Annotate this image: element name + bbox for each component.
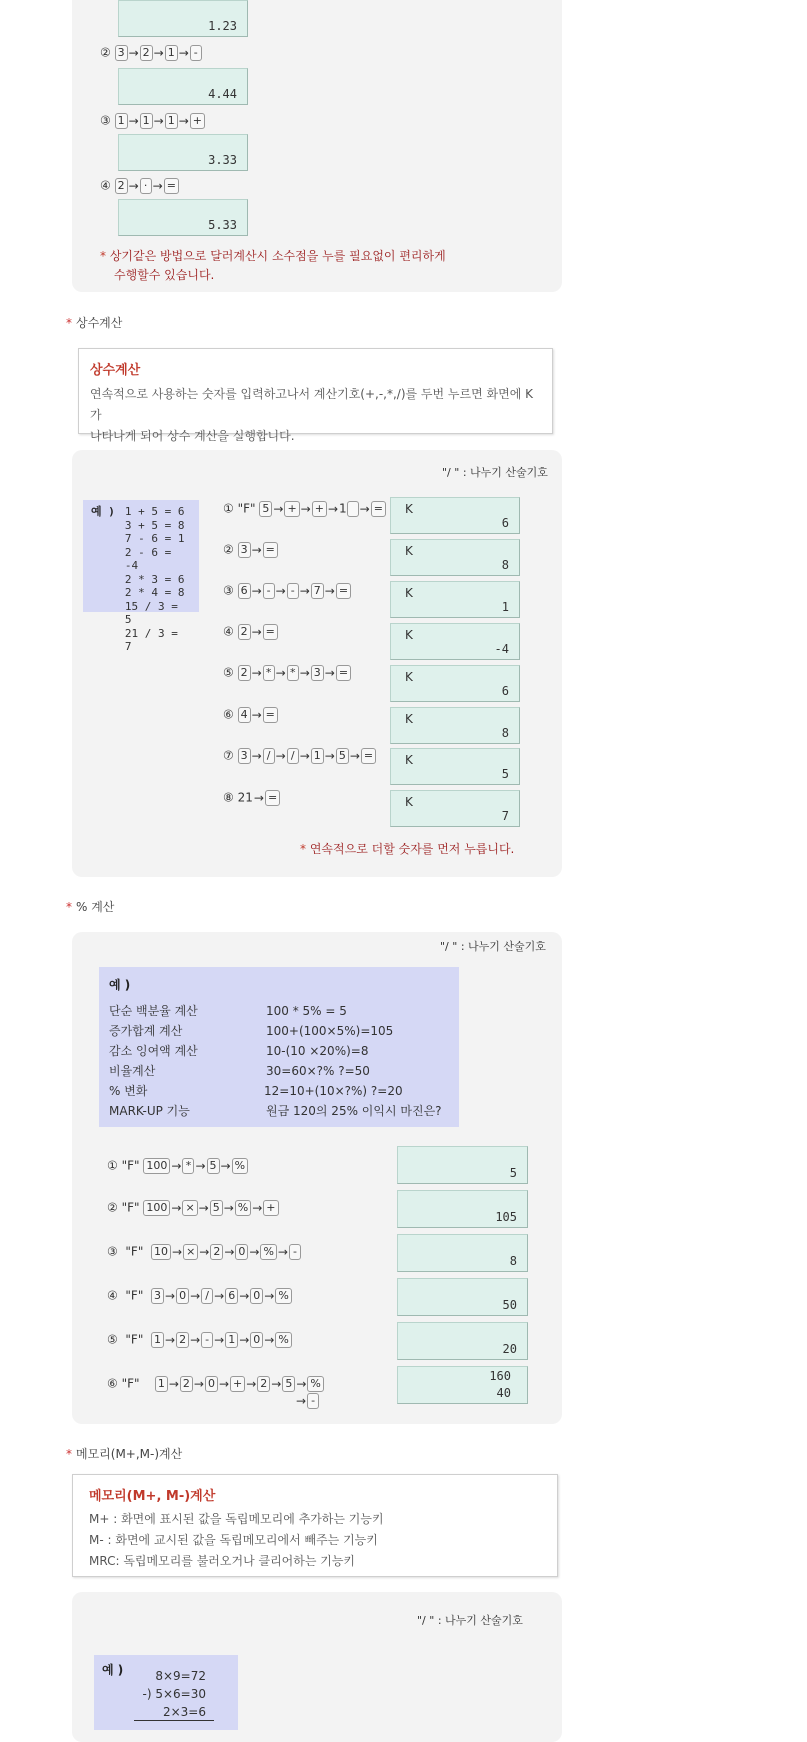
example-line: 2×3=6 <box>162 1705 206 1719</box>
calc-key: 1 <box>311 748 324 764</box>
display-value: 8 <box>501 558 509 572</box>
calc-key: 3 <box>238 748 251 764</box>
k-indicator: K <box>405 586 413 600</box>
step-number: ② <box>100 45 111 60</box>
arrow-icon: → <box>251 665 262 680</box>
calculator-display <box>118 68 248 105</box>
calc-key: × <box>182 1200 197 1216</box>
display-value: 4.44 <box>208 87 237 101</box>
arrow-icon: → <box>195 1158 206 1173</box>
example-list <box>109 1001 449 1121</box>
example-line: 7 - 6 = 1 <box>124 532 185 545</box>
calculator-display <box>397 1322 528 1360</box>
arrow-icon: → <box>153 113 164 128</box>
percent-row-4 <box>107 1288 292 1304</box>
step-number: ③ <box>107 1244 118 1259</box>
arrow-icon: → <box>271 1376 282 1391</box>
calc-key: % <box>232 1158 248 1174</box>
arrow-icon: → <box>252 1200 263 1215</box>
percent-row-6-continuation <box>295 1393 319 1409</box>
step-row <box>100 178 179 194</box>
note-line: 상기같은 방법으로 달러계산시 소수점을 누를 필요없이 편리하게 <box>109 249 446 263</box>
calc-key: / <box>287 748 299 764</box>
calc-key: + <box>230 1376 245 1392</box>
calculator-display <box>118 134 248 171</box>
arrow-icon: → <box>324 583 335 598</box>
example-name: 단순 백분율 계산 <box>109 1004 198 1018</box>
calc-key: - <box>201 1332 213 1348</box>
example-line: 15 / 3 = 5 <box>124 599 178 626</box>
example-line: 1 + 5 = 6 <box>124 505 185 518</box>
arrow-icon: → <box>251 707 262 722</box>
arrow-icon: → <box>172 1244 183 1259</box>
example-line <box>109 1001 449 1021</box>
step-number: ③ <box>223 583 234 598</box>
percent-examples-box <box>99 967 459 1127</box>
display-value: 160 <box>489 1369 511 1383</box>
arrow-icon: → <box>251 583 262 598</box>
info-line: 연속적으로 사용하는 숫자를 입력하고나서 계산기호(+,-,*,/)를 두번 누르면 화면에 K가 <box>90 387 533 422</box>
calc-key: % <box>307 1376 323 1392</box>
constant-examples-box <box>83 500 199 653</box>
arrow-icon: → <box>264 1288 275 1303</box>
calc-key: 2 <box>140 45 153 61</box>
k-indicator: K <box>405 502 413 516</box>
percent-row-1 <box>107 1158 248 1174</box>
calc-key: 1 <box>339 501 347 516</box>
calc-key: 5 <box>210 1200 223 1216</box>
calc-key: 2 <box>115 178 128 194</box>
prefix-label: "F" <box>237 501 256 516</box>
division-hint: "/ " : 나누기 산술기호 <box>442 466 548 479</box>
calculator-display <box>397 1146 528 1184</box>
constant-row-3 <box>223 583 351 599</box>
example-formula: 원금 120의 25% 이익시 마진은? <box>266 1104 442 1118</box>
bullet-icon: * <box>66 1447 72 1461</box>
example-line: 2 - 6 = -4 <box>124 545 172 572</box>
example-formula: 30=60×?% ?=50 <box>266 1064 370 1078</box>
display-value: 7 <box>501 809 509 823</box>
calc-key: 1 <box>165 113 178 129</box>
arrow-icon: → <box>168 1376 179 1391</box>
example-formula: 100+(100×5%)=105 <box>266 1024 394 1038</box>
arrow-icon: → <box>275 665 286 680</box>
arrow-icon: → <box>324 665 335 680</box>
arrow-icon: → <box>239 1332 250 1347</box>
arrow-icon: → <box>214 1332 225 1347</box>
arrow-icon: → <box>128 178 139 193</box>
arrow-icon: → <box>198 1200 209 1215</box>
arrow-icon: → <box>299 665 310 680</box>
step-row <box>100 45 202 61</box>
calc-key: = <box>263 707 278 723</box>
step-number: ③ <box>100 113 111 128</box>
arrow-icon: → <box>246 1376 257 1391</box>
calc-key: / <box>263 748 275 764</box>
calc-key: 5 <box>259 501 272 517</box>
constant-row-4 <box>223 624 278 640</box>
arrow-icon: → <box>264 1332 275 1347</box>
calc-key: 7 <box>311 583 324 599</box>
calc-key: 1 <box>225 1332 238 1348</box>
calc-key: - <box>263 583 275 599</box>
calc-key: * <box>263 665 275 681</box>
arrow-icon: → <box>190 1288 201 1303</box>
calc-key: 2 <box>176 1332 189 1348</box>
calc-key: = <box>361 748 376 764</box>
example-line: 2 * 4 = 8 <box>124 586 185 599</box>
calc-key: 1 <box>151 1332 164 1348</box>
example-list <box>125 505 191 654</box>
calc-key: 0 <box>250 1288 263 1304</box>
example-name: 증가합계 계산 <box>109 1024 183 1038</box>
display-value: 6 <box>501 684 509 698</box>
memory-examples-box <box>94 1655 238 1730</box>
calculator-display <box>118 199 248 236</box>
arrow-icon: → <box>275 583 286 598</box>
calc-key: 1 <box>155 1376 168 1392</box>
arrow-icon: → <box>296 1376 307 1391</box>
section-title-text: 메모리(M+,M-)계산 <box>76 1447 183 1461</box>
calc-key: = <box>371 501 386 517</box>
calc-key: 6 <box>225 1288 238 1304</box>
calc-key: 2 <box>257 1376 270 1392</box>
arrow-icon: → <box>251 542 262 557</box>
example-name: % 변화 <box>109 1084 148 1098</box>
arrow-icon: → <box>193 1376 204 1391</box>
arrow-icon: → <box>327 501 338 516</box>
example-line: -) 5×6=30 <box>142 1687 206 1701</box>
example-label: 예 ) <box>91 505 115 518</box>
k-display <box>390 581 520 618</box>
calc-key: % <box>275 1332 291 1348</box>
arrow-icon: → <box>165 1332 176 1347</box>
calculator-display <box>397 1234 528 1272</box>
percent-row-6 <box>107 1376 324 1392</box>
constant-row-5 <box>223 665 351 681</box>
step-number: ② <box>107 1200 118 1215</box>
step-number: ① <box>107 1158 118 1173</box>
note-star: * <box>100 249 106 263</box>
calc-key: 2 <box>238 624 251 640</box>
arrow-icon: → <box>299 583 310 598</box>
calc-key: + <box>284 501 299 517</box>
arrow-icon: → <box>324 748 335 763</box>
display-value: 1 <box>501 600 509 614</box>
info-box-text <box>89 1509 541 1572</box>
arrow-icon: → <box>359 501 370 516</box>
step-number: ⑧ <box>223 790 234 805</box>
note-line: 수행할수 있습니다. <box>114 268 215 282</box>
example-line: 2 * 3 = 6 <box>124 572 185 586</box>
calc-key: = <box>263 542 278 558</box>
arrow-icon: → <box>128 113 139 128</box>
display-value: 40 <box>496 1386 511 1400</box>
k-indicator: K <box>405 628 413 642</box>
arrow-icon: → <box>277 1244 288 1259</box>
bullet-icon: * <box>66 316 72 330</box>
calc-key: = <box>336 665 351 681</box>
constant-info-box <box>78 348 553 443</box>
calc-key: 100 <box>143 1200 170 1216</box>
k-display <box>390 497 520 534</box>
info-line: 나타나게 되어 상수 계산을 실행합니다. <box>90 429 295 443</box>
arrow-icon: → <box>300 501 311 516</box>
prefix-label: "F" <box>125 1244 144 1259</box>
display-value: 1.23 <box>208 19 237 33</box>
example-line <box>109 1061 449 1081</box>
constant-note <box>300 840 514 857</box>
calculator-display <box>118 0 248 37</box>
display-value: 5 <box>509 1166 517 1180</box>
calc-key: - <box>190 45 202 61</box>
display-value: 8 <box>509 1254 517 1268</box>
calc-key: · <box>140 178 152 194</box>
calc-key <box>347 501 359 517</box>
step-number: ⑥ <box>107 1376 118 1391</box>
bullet-icon: * <box>66 900 72 914</box>
step-number: ④ <box>100 178 111 193</box>
section-title-text: % 계산 <box>76 900 115 914</box>
constant-row-2 <box>223 542 278 558</box>
display-value: 105 <box>495 1210 517 1224</box>
prefix-label: "F" <box>125 1288 144 1303</box>
k-indicator: K <box>405 670 413 684</box>
constant-row-7 <box>223 748 376 764</box>
percent-row-2 <box>107 1200 279 1216</box>
calc-key: 6 <box>238 583 251 599</box>
arrow-icon: → <box>165 1288 176 1303</box>
example-name: MARK-UP 기능 <box>109 1104 190 1118</box>
k-display <box>390 665 520 702</box>
k-indicator: K <box>405 753 413 767</box>
note-text: 연속적으로 더할 숫자를 먼저 누릅니다. <box>309 842 515 856</box>
info-line: M- : 화면에 교시된 값을 독립메모리에서 빼주는 기능키 <box>89 1533 378 1547</box>
calc-key: 0 <box>235 1244 248 1260</box>
k-indicator: K <box>405 544 413 558</box>
arrow-icon: → <box>178 113 189 128</box>
arrow-icon: → <box>273 501 284 516</box>
prefix-label: "F" <box>121 1200 140 1215</box>
section-title-percent <box>66 898 114 915</box>
calc-key: - <box>289 1244 301 1260</box>
example-line: 3 + 5 = 8 <box>124 518 185 532</box>
constant-row-8 <box>223 790 280 806</box>
display-value: 5.33 <box>208 218 237 232</box>
calculator-display <box>397 1366 528 1404</box>
k-display <box>390 748 520 785</box>
example-line <box>109 1021 449 1041</box>
example-line <box>109 1041 449 1061</box>
k-display <box>390 790 520 827</box>
calc-key: + <box>190 113 205 129</box>
calc-key: = <box>164 178 179 194</box>
step-number: ② <box>223 542 234 557</box>
step-number: ⑤ <box>223 665 234 680</box>
constant-row-1 <box>223 501 386 517</box>
calc-key: 5 <box>336 748 349 764</box>
example-formula: 10-(10 ×20%)=8 <box>266 1044 369 1058</box>
info-line: M+ : 화면에 표시된 값을 독립메모리에 추가하는 기능키 <box>89 1512 384 1526</box>
display-value: 5 <box>501 767 509 781</box>
arrow-icon: → <box>251 748 262 763</box>
arrow-icon: → <box>171 1158 182 1173</box>
arrow-icon: → <box>275 748 286 763</box>
calc-key: 5 <box>207 1158 220 1174</box>
calc-key: 2 <box>180 1376 193 1392</box>
calc-key: - <box>307 1393 319 1409</box>
calc-key: / <box>201 1288 213 1304</box>
arrow-icon: → <box>218 1376 229 1391</box>
display-value: 8 <box>501 726 509 740</box>
example-line <box>109 1081 449 1101</box>
arrow-icon: → <box>178 45 189 60</box>
calc-key: 0 <box>176 1288 189 1304</box>
step-number: ⑤ <box>107 1332 118 1347</box>
calc-key: % <box>235 1200 251 1216</box>
example-formula: 12=10+(10×?%) ?=20 <box>264 1084 403 1098</box>
calc-key: % <box>260 1244 276 1260</box>
arrow-icon: → <box>153 45 164 60</box>
example-name: 감소 잉여액 계산 <box>109 1044 198 1058</box>
arrow-icon: → <box>349 748 360 763</box>
percent-row-5 <box>107 1332 292 1348</box>
percent-row-3 <box>107 1244 301 1260</box>
calc-key: = <box>265 790 280 806</box>
info-box-title: 상수계산 <box>90 363 141 378</box>
arrow-icon: → <box>152 178 163 193</box>
prefix-label: "F" <box>125 1332 144 1347</box>
calc-key: 0 <box>250 1332 263 1348</box>
arrow-icon: → <box>223 1200 234 1215</box>
section-title-text: 상수계산 <box>76 316 123 330</box>
calc-key: 4 <box>238 707 251 723</box>
calc-key: 10 <box>151 1244 171 1260</box>
arrow-icon: → <box>220 1158 231 1173</box>
k-indicator: K <box>405 712 413 726</box>
example-list <box>138 1667 206 1721</box>
dollar-note <box>100 247 446 285</box>
calc-key: 0 <box>205 1376 218 1392</box>
calc-key: = <box>336 583 351 599</box>
step-number: ④ <box>223 624 234 639</box>
calc-key: 2 <box>238 665 251 681</box>
calc-key: 100 <box>143 1158 170 1174</box>
prefix-label: "F" <box>121 1158 140 1173</box>
calc-key: 1 <box>165 45 178 61</box>
example-label: 예 ) <box>102 1663 124 1677</box>
info-line: MRC: 독립메모리를 불러오거나 클리어하는 기능키 <box>89 1554 356 1568</box>
info-box-text <box>90 384 541 447</box>
calculator-display <box>397 1278 528 1316</box>
step-row <box>100 113 205 129</box>
display-value: 20 <box>502 1342 517 1356</box>
step-number: ① <box>223 501 234 516</box>
arrow-icon: → <box>171 1200 182 1215</box>
calc-key: * <box>182 1158 194 1174</box>
step-number: ⑦ <box>223 748 234 763</box>
calculator-display <box>397 1190 528 1228</box>
division-hint: "/ " : 나누기 산술기호 <box>440 940 546 953</box>
arrow-icon: → <box>214 1288 225 1303</box>
calc-key: 2 <box>210 1244 223 1260</box>
arrow-icon: → <box>199 1244 210 1259</box>
example-name: 비율계산 <box>109 1064 156 1078</box>
prefix-label: "F" <box>121 1376 140 1391</box>
k-indicator: K <box>405 795 413 809</box>
calc-key: 1 <box>140 113 153 129</box>
arrow-icon: → <box>239 1288 250 1303</box>
k-display <box>390 623 520 660</box>
display-value: 6 <box>501 516 509 530</box>
arrow-icon: → <box>251 624 262 639</box>
calc-key: % <box>275 1288 291 1304</box>
section-title-memory <box>66 1445 182 1462</box>
memory-info-box <box>72 1474 558 1577</box>
step-number: ④ <box>107 1288 118 1303</box>
k-display <box>390 707 520 744</box>
calc-key: 3 <box>238 542 251 558</box>
example-line: 8×9=72 <box>155 1669 206 1683</box>
arrow-icon: → <box>249 1244 260 1259</box>
display-value: 3.33 <box>208 153 237 167</box>
calc-key: 3 <box>115 45 128 61</box>
calc-key: - <box>287 583 299 599</box>
example-line: 21 / 3 = 7 <box>124 626 178 653</box>
example-line <box>109 1101 449 1121</box>
calc-key: * <box>287 665 299 681</box>
display-value: 50 <box>502 1298 517 1312</box>
calc-key: 3 <box>311 665 324 681</box>
calc-key: × <box>183 1244 198 1260</box>
calc-key: 21 <box>237 790 253 805</box>
note-star: * <box>300 842 306 856</box>
calc-key: + <box>263 1200 278 1216</box>
calc-key: 3 <box>151 1288 164 1304</box>
display-value: -4 <box>494 642 509 656</box>
arrow-icon: → <box>224 1244 235 1259</box>
arrow-icon: → <box>253 790 264 805</box>
example-formula: 100 * 5% = 5 <box>266 1004 347 1018</box>
step-number: ⑥ <box>223 707 234 722</box>
arrow-icon: → <box>296 1393 307 1408</box>
k-display <box>390 539 520 576</box>
arrow-icon: → <box>190 1332 201 1347</box>
calc-key: = <box>263 624 278 640</box>
division-hint: "/ " : 나누기 산술기호 <box>417 1614 523 1627</box>
constant-row-6 <box>223 707 278 723</box>
calc-key: 1 <box>115 113 128 129</box>
arrow-icon: → <box>299 748 310 763</box>
info-box-title: 메모리(M+, M-)계산 <box>89 1489 216 1504</box>
example-label: 예 ) <box>109 978 131 992</box>
sum-divider <box>134 1720 214 1721</box>
arrow-icon: → <box>128 45 139 60</box>
section-title-constant <box>66 314 122 331</box>
calc-key: 5 <box>282 1376 295 1392</box>
calc-key: + <box>312 501 327 517</box>
